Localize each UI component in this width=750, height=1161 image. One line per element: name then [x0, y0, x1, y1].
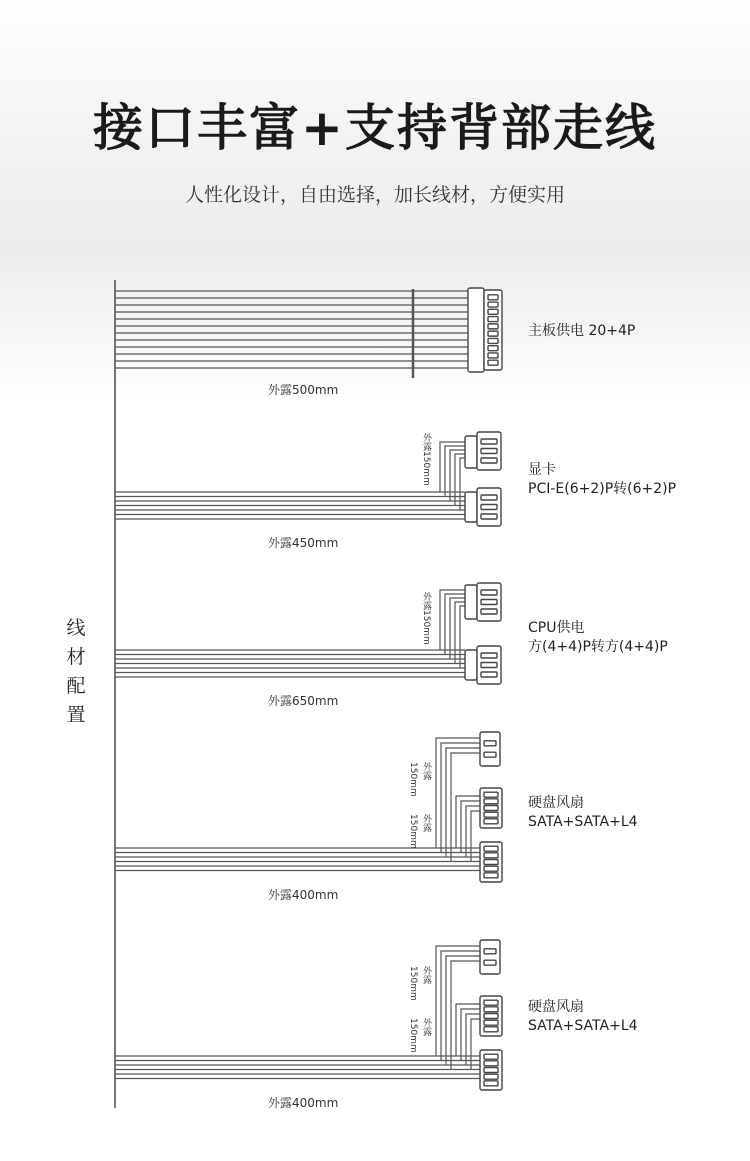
connector-label-sata: 硬盘风扇 SATA+SATA+L4 — [528, 999, 638, 1034]
connector-pin — [484, 799, 498, 804]
connector-pin — [488, 324, 498, 329]
gpu-connector-latch — [465, 492, 477, 522]
branch-wire — [471, 1019, 480, 1070]
connector-pin — [481, 663, 497, 668]
branch-length-label: 外露 — [421, 814, 431, 832]
connector-pin — [484, 1081, 498, 1086]
connector-pin — [484, 866, 498, 871]
connector-pin — [484, 1027, 498, 1032]
cpu-connector-latch — [465, 650, 477, 680]
connectors — [465, 288, 502, 1090]
connector-pin — [481, 449, 497, 454]
branch-length-label: 外露 — [421, 966, 431, 984]
page-subtitle: 人性化设计，自由选择，加长线材，方便实用 — [184, 184, 565, 206]
branch-wire — [460, 458, 465, 510]
connector-pin — [484, 1007, 498, 1012]
side-label-char: 配 — [66, 675, 86, 697]
connector-pin — [484, 792, 498, 797]
length-label: 外露500mm — [268, 383, 339, 397]
connector-pin — [481, 439, 497, 444]
connector-pin — [481, 458, 497, 463]
side-label-char: 材 — [66, 646, 86, 668]
side-label-char: 置 — [66, 704, 86, 726]
connector-pin — [484, 846, 498, 851]
branch-length-label: 150mm — [408, 966, 418, 1001]
side-label-char: 线 — [66, 617, 86, 639]
connector-pin — [488, 302, 498, 307]
connector-pin — [481, 653, 497, 658]
connector-label-gpu: 显卡 PCI-E(6+2)P转(6+2)P — [528, 462, 677, 497]
branch-length-label: 150mm — [408, 762, 418, 797]
branch-length-label: 外露150mm — [421, 433, 431, 486]
molex-l4-connector — [480, 732, 500, 766]
connector-label-cpu: CPU供电 方(4+4)P转方(4+4)P — [528, 620, 668, 655]
branch-wire — [471, 811, 480, 862]
connector-pin — [484, 1014, 498, 1019]
connector-pin — [481, 505, 497, 510]
connector-pin — [481, 514, 497, 519]
cpu-connector-latch — [465, 585, 477, 619]
connector-pin — [484, 812, 498, 817]
connector-pin — [488, 317, 498, 322]
length-label: 外露650mm — [268, 694, 339, 708]
connector-pin — [481, 495, 497, 500]
branch-wire — [466, 1014, 480, 1065]
connector-pin — [481, 609, 497, 614]
connector-pin — [481, 600, 497, 605]
branch-length-label: 150mm — [408, 814, 418, 849]
gpu-connector-latch — [465, 436, 477, 468]
connector-pin — [484, 806, 498, 811]
branch-wire — [456, 1004, 480, 1056]
length-label: 外露450mm — [268, 536, 339, 550]
branch-length-label: 外露150mm — [421, 592, 431, 645]
branch-wire — [440, 590, 465, 650]
connector-pin — [488, 331, 498, 336]
branch-wire — [436, 738, 480, 848]
connector-pin — [484, 819, 498, 824]
connector-pin — [484, 949, 496, 954]
page-title: 接口丰富+支持背部走线 — [93, 99, 657, 157]
branch-length-label: 外露 — [421, 762, 431, 780]
motherboard-connector-body — [468, 288, 484, 372]
connector-pin — [484, 1074, 498, 1079]
branch-length-label: 外露 — [421, 1018, 431, 1036]
connector-pin — [488, 338, 498, 343]
connector-pin — [484, 853, 498, 858]
connector-pin — [484, 1061, 498, 1066]
connector-pin — [484, 752, 496, 757]
connector-pin — [484, 873, 498, 878]
connector-pin — [484, 860, 498, 865]
connector-pin — [484, 1020, 498, 1025]
connector-label-sata: 硬盘风扇 SATA+SATA+L4 — [528, 795, 638, 830]
branch-wire — [466, 806, 480, 857]
branch-wire — [436, 946, 480, 1056]
connector-pin — [481, 672, 497, 677]
connector-pin — [484, 1000, 498, 1005]
connector-pin — [484, 1068, 498, 1073]
connector-pin — [488, 353, 498, 358]
molex-l4-connector — [480, 940, 500, 974]
branch-wire — [456, 796, 480, 848]
connector-pin — [488, 295, 498, 300]
connector-label-motherboard: 主板供电 20+4P — [528, 323, 636, 339]
branch-length-label: 150mm — [408, 1018, 418, 1053]
length-label: 外露400mm — [268, 1096, 339, 1110]
connector-pin — [488, 360, 498, 365]
connector-pin — [488, 346, 498, 351]
connector-pin — [488, 309, 498, 314]
length-label: 外露400mm — [268, 888, 339, 902]
connector-pin — [484, 741, 496, 746]
connector-pin — [481, 590, 497, 595]
connector-pin — [484, 960, 496, 965]
connector-pin — [484, 1054, 498, 1059]
